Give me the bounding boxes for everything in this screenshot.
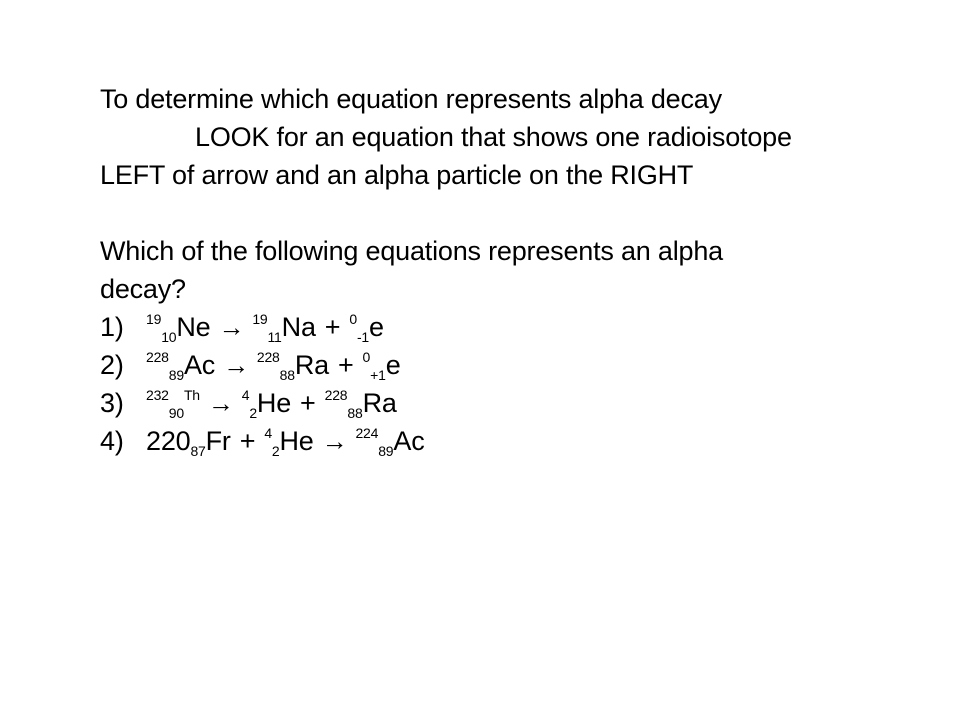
nuclide — [349, 308, 383, 346]
nuclide — [257, 346, 329, 384]
atomic-number: 2 — [271, 443, 280, 459]
mass-number: 0 — [349, 311, 357, 327]
nuclide — [325, 384, 397, 422]
option-3 — [100, 384, 900, 422]
atomic-number: 89 — [168, 367, 184, 383]
atomic-number: 88 — [279, 367, 295, 383]
mass-number: 4 — [264, 425, 272, 441]
mass-number: 220 — [146, 426, 191, 456]
element-symbol: Ra — [362, 388, 397, 418]
element-symbol: He — [279, 426, 314, 456]
plus-sign: + — [337, 350, 354, 380]
blank-line — [100, 194, 900, 232]
element-symbol: e — [369, 312, 384, 342]
atomic-number: 89 — [378, 443, 394, 459]
element-symbol: e — [385, 350, 401, 380]
atomic-number: +1 — [370, 367, 386, 383]
element-symbol: He — [256, 388, 292, 418]
plus-sign: + — [300, 388, 316, 418]
nuclide — [146, 384, 200, 426]
arrow-icon: → — [207, 388, 234, 418]
slide-text — [100, 80, 900, 460]
option-4 — [100, 422, 900, 460]
question-line-2: decay? — [100, 274, 186, 304]
mass-number: 224 — [355, 425, 379, 441]
intro-line-2: LOOK for an equation that shows one radioisotope — [195, 122, 792, 152]
atomic-number: -1 — [356, 329, 369, 345]
arrow-icon: → — [223, 350, 249, 380]
mass-number: 4 — [241, 387, 250, 403]
arrow-icon: → — [321, 426, 348, 456]
option-number: 3) — [100, 388, 124, 418]
nuclide — [146, 422, 231, 460]
nuclide — [355, 422, 424, 460]
element-symbol: Ac — [393, 426, 425, 456]
atomic-number: 2 — [249, 405, 257, 421]
atomic-number: 87 — [190, 443, 206, 459]
mass-number: 19 — [146, 311, 162, 327]
intro-line-3: LEFT of arrow and an alpha particle on the RIGHT — [100, 160, 694, 190]
element-symbol: Fr — [205, 426, 231, 456]
atomic-number: 10 — [161, 329, 177, 345]
option-2 — [100, 346, 900, 384]
atomic-number: 11 — [267, 329, 282, 345]
nuclide — [264, 422, 313, 460]
nuclide — [146, 346, 215, 384]
nuclide — [242, 384, 291, 422]
arrow-icon: → — [218, 312, 245, 342]
mass-number: 228 — [146, 349, 169, 365]
atomic-number: 90 — [168, 405, 184, 421]
element-symbol: Ne — [176, 312, 211, 342]
element-symbol: Na — [281, 312, 316, 342]
nuclide — [252, 308, 315, 346]
mass-number: 228 — [324, 387, 348, 403]
nuclide — [146, 308, 211, 346]
element-symbol: Ac — [183, 350, 216, 380]
option-number: 2) — [100, 350, 124, 380]
mass-number: 228 — [256, 349, 280, 365]
plus-sign: + — [239, 426, 256, 456]
atomic-number: 88 — [347, 405, 363, 421]
element-symbol: Th — [183, 387, 200, 403]
mass-number: 0 — [362, 349, 371, 365]
question-line-1: Which of the following equations represents an alpha — [100, 236, 723, 266]
nuclide — [363, 346, 401, 384]
option-number: 1) — [100, 312, 124, 342]
option-1 — [100, 308, 900, 346]
mass-number: 232 — [146, 387, 169, 403]
plus-sign: + — [324, 312, 341, 342]
intro-line-1: To determine which equation represents alpha decay — [100, 84, 722, 114]
mass-number: 19 — [252, 311, 268, 327]
option-number: 4) — [100, 426, 124, 456]
element-symbol: Ra — [294, 350, 329, 380]
